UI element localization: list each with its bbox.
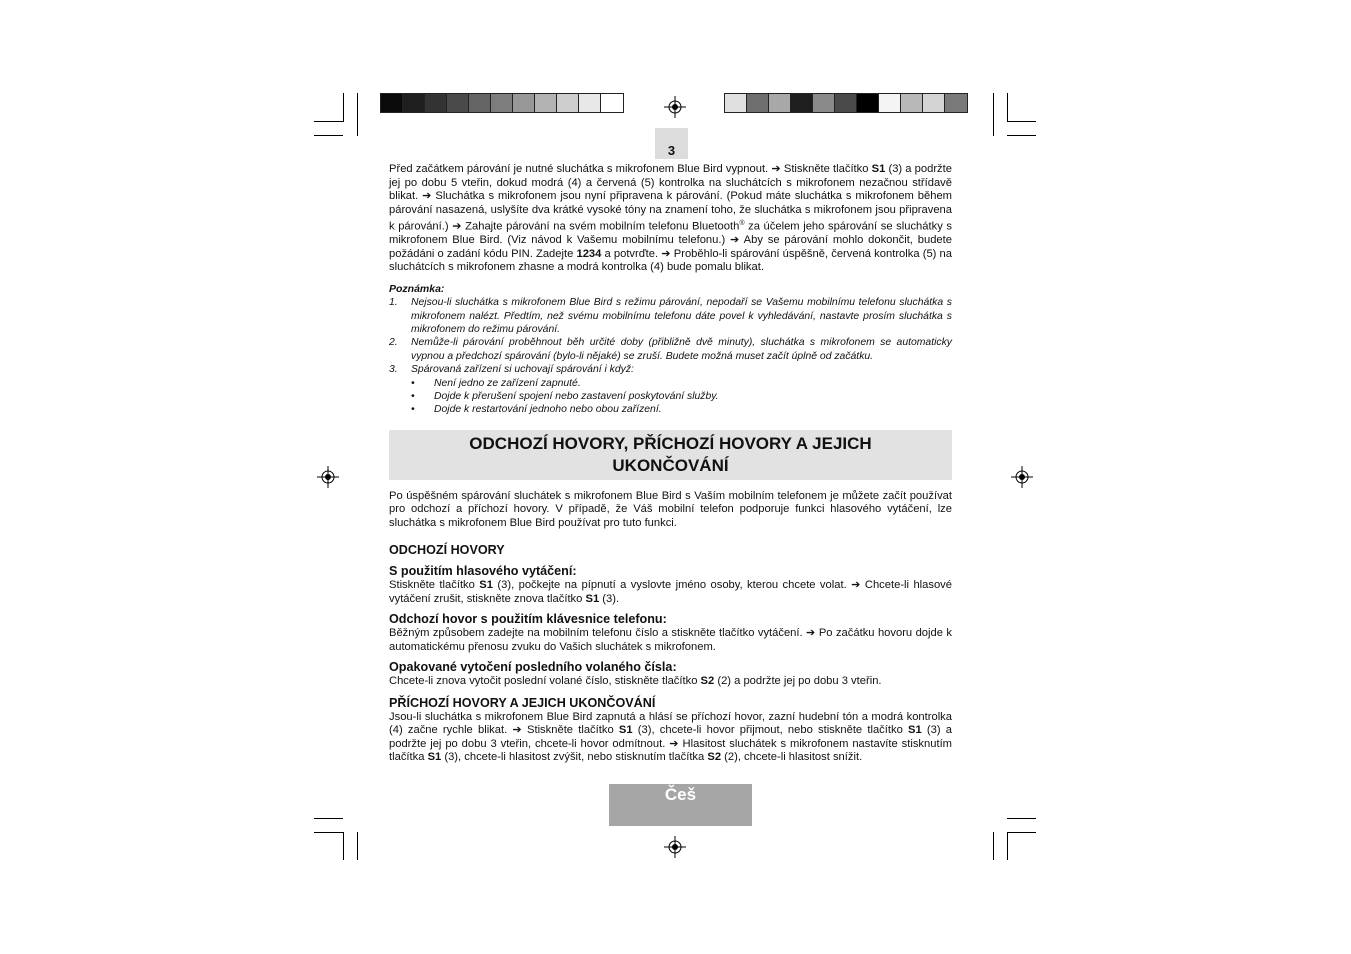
color-swatch [945,94,967,112]
outgoing-calls-title: ODCHOZÍ HOVORY [389,543,505,558]
note-list [389,296,952,417]
note-item: 3. Spárovaná zařízení si uchovají spárování i když: [389,364,634,376]
language-tab: Češ [609,784,752,826]
page-content [389,163,952,765]
calls-intro-paragraph: Po úspěšném spárování sluchátek s mikrofonem Blue Bird s Vaším mobilním telefonem je můžete začít používat pro odchozí a příchozí hovory. V případě, že Váš mobilní telefon podporuje funkci hlasového vytáčení, lze sluchátka s mikrofonem Blue Bird používat pro tuto funkci. [389,489,952,529]
page-number: 3 [655,128,688,159]
voice-dialing-title: S použitím hlasového vytáčení: [389,564,577,579]
pairing-paragraph: Před začátkem párování je nutné sluchátka s mikrofonem Blue Bird vypnout. ➔ Stiskněte tlačítko S1 (3) a podržte jej po dobu 5 vteřin, dokud modrá (4) a červená (5) kontrolka na sluchátcích s mikrofonem nezačnou střídavě blikat. ➔ Sluchátka s mikrofonem jsou nyní připravena k párování. (Pokud máte sluchátka s mikrofonem během párování nasazená, uslyšíte dva krátké vysoké tóny na znamení toho, že sluchátka s mikrofonem jsou připravena k párování.) ➔ Zahajte párování na svém mobilním telefonu Bluetooth® za účelem jeho spárování se sluchátky s mikrofonem Blue Bird. (Viz návod k Vašemu mobilnímu telefonu.) ➔ Aby se párování mohlo dokončit, budete požádáni o zadání kódu PIN. Zadejte 1234 a potvrďte. ➔ Proběhlo-li spárování úspěšně, červená kontrolka (5) na sluchátcích s mikrofonem zhasne a modrá kontrolka (4) bude pomalu blikat. [389,163,952,274]
color-swatch [513,94,535,112]
color-swatch [403,94,425,112]
color-swatch [747,94,769,112]
crop-mark [1007,832,1008,860]
color-swatch [557,94,579,112]
note-item: 1. Nejsou-li sluchátka s mikrofonem Blue Bird s režimu párování, nepodaří se Vašemu mobilnímu telefonu sluchátka s mikrofonem nalézt. Předtím, než svému mobilnímu telefonu dáte povel k vyhledávání, nastavte prosím sluchátka s mikrofonem do režimu párování. [389,297,952,336]
registration-mark-icon [1011,466,1033,488]
crop-mark [314,832,343,833]
crop-mark [993,93,994,136]
color-swatch [535,94,557,112]
color-swatch [491,94,513,112]
arrow-icon: ➔ [422,190,432,202]
keypad-dialing-paragraph: Běžným způsobem zadejte na mobilním telefonu číslo a stiskněte tlačítko vytáčení. ➔ Po začátku hovoru dojde k automatickému přenosu zvuku do Vašich sluchátek s mikrofonem. [389,627,952,653]
crop-mark [314,135,343,136]
keypad-dialing-title: Odchozí hovor s použitím klávesnice telefonu: [389,612,667,627]
color-swatch [725,94,747,112]
arrow-icon: ➔ [452,220,462,233]
section-heading: ODCHOZÍ HOVORY, PŘÍCHOZÍ HOVORY A JEJICH UKONČOVÁNÍ [389,430,952,480]
color-swatch [791,94,813,112]
registration-mark-icon [317,466,339,488]
color-swatch [857,94,879,112]
color-bar-left [380,93,624,113]
pin-code: 1234 [576,247,602,260]
incoming-calls-paragraph: Jsou-li sluchátka s mikrofonem Blue Bird zapnutá a hlásí se příchozí hovor, zazní hudební tón a modrá kontrolka (4) začne rychle blikat. ➔ Stiskněte tlačítko S1 (3), chcete-li hovor přijmout, nebo stiskněte tlačítko S1 (3) a podržte jej po dobu 3 vteřin, chcete-li hovor odmítnout. ➔ Hlasitost sluchátek s mikrofonem nastavíte stisknutím tlačítka S1 (3), chcete-li hlasitost zvýšit, nebo stisknutím tlačítka S2 (2), chcete-li hlasitost snížit. [389,710,952,764]
color-swatch [381,94,403,112]
crop-mark [343,832,344,860]
crop-mark [1007,832,1036,833]
note-title: Poznámka: [389,282,445,295]
arrow-icon: ➔ [730,234,740,247]
color-bar-right [724,93,968,113]
crop-mark [993,832,994,860]
color-swatch [879,94,901,112]
voice-dialing-paragraph: Stiskněte tlačítko S1 (3), počkejte na pípnutí a vyslovte jméno osoby, kterou chcete volat. ➔ Chcete-li hlasové vytáčení zrušit, stiskněte znova tlačítko S1 (3). [389,579,953,605]
arrow-icon: ➔ [806,627,816,640]
registration-mark-icon [664,836,686,858]
arrow-icon: ➔ [661,247,671,260]
note-bullet: • Dojde k restartování jednoho nebo obou zařízení. [411,404,662,416]
redial-title: Opakované vytočení posledního volaného čísla: [389,660,677,675]
button-s1-label: S1 [871,163,886,175]
note-item: 2. Nemůže-li párování proběhnout běh určité doby (přibližně dvě minuty), sluchátka s mikrofonem se automaticky vypnou a předchozí spárování (bylo-li nějaké) se zruší. Budete možná muset začít úplně od začátku. [389,337,952,362]
crop-mark [314,121,343,122]
color-swatch [469,94,491,112]
crop-mark [1007,121,1036,122]
color-swatch [813,94,835,112]
note-bullet: • Dojde k přerušení spojení nebo zastavení poskytování služby. [411,391,719,403]
color-swatch [835,94,857,112]
redial-paragraph: Chcete-li znova vytočit poslední volané číslo, stiskněte tlačítko S2 (2) a podržte jej po dobu 3 vteřin. [389,675,882,688]
note-bullet: • Není jedno ze zařízení zapnuté. [411,377,581,389]
crop-mark [357,93,358,136]
registration-mark-icon [664,96,686,118]
arrow-icon: ➔ [512,724,522,737]
crop-mark [314,818,343,819]
incoming-calls-title: PŘÍCHOZÍ HOVORY A JEJICH UKONČOVÁNÍ [389,695,656,710]
arrow-icon: ➔ [669,737,679,750]
crop-mark [1007,818,1036,819]
crop-mark [1007,93,1008,122]
color-swatch [901,94,923,112]
crop-mark [343,93,344,122]
color-swatch [425,94,447,112]
crop-mark [357,832,358,860]
color-swatch [769,94,791,112]
arrow-icon: ➔ [851,579,861,592]
color-swatch [447,94,469,112]
crop-mark [1007,135,1036,136]
arrow-icon: ➔ [771,163,781,175]
color-swatch [923,94,945,112]
color-swatch [601,94,623,112]
color-swatch [579,94,601,112]
